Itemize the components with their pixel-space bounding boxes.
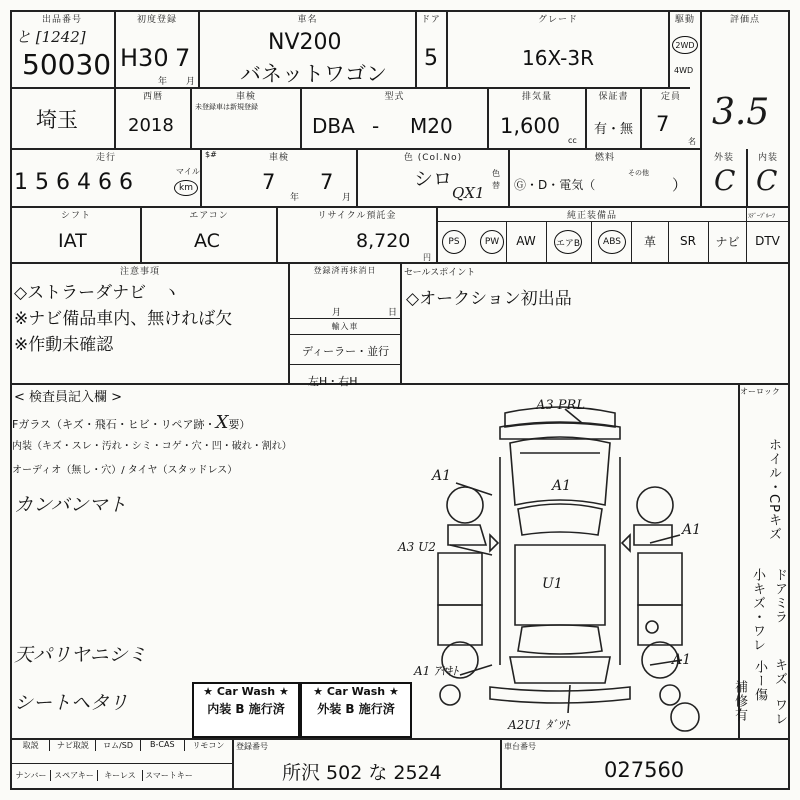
v-line <box>591 222 592 263</box>
displacement-label: 排気量 <box>521 92 552 102</box>
car-name-line2: バネットワゴン <box>240 62 387 86</box>
inspect-label: 車検 <box>268 153 289 163</box>
mileage-digit: 6 <box>119 170 133 195</box>
cert-value: 有・無 <box>594 122 634 137</box>
caution-label: 注意事項 <box>119 267 160 277</box>
drive-2wd: 2WD <box>672 36 698 54</box>
mileage-digit: 5 <box>35 170 49 195</box>
capacity-unit: 名 <box>688 137 696 146</box>
sales-label: セールスポイント <box>404 268 476 278</box>
border-left <box>10 10 12 790</box>
import-dealer: ディーラー・並行 <box>302 345 390 358</box>
inspect-year: 7 <box>262 170 276 194</box>
right-note-1: ホイル・CPキズ <box>766 438 781 541</box>
equip-abs: ABS <box>598 230 626 254</box>
check-bcas: B-CAS <box>141 740 185 751</box>
import-label: 輸入車 <box>331 322 359 331</box>
first-reg-label: 初度登録 <box>136 15 177 25</box>
v-line <box>232 739 234 789</box>
shift-label: シフト <box>60 211 91 221</box>
hand-note-1: カンバンマト <box>14 494 127 516</box>
score-label: 評価点 <box>729 15 760 25</box>
v-line <box>700 10 702 207</box>
plate-label: 登録番号 <box>236 742 268 751</box>
year-value: 2018 <box>128 115 174 136</box>
v-line <box>546 222 547 263</box>
model-dash: - <box>372 114 380 138</box>
equip-ps: PS <box>442 230 466 254</box>
fglass-mark: X <box>215 412 229 433</box>
inspection-label: 車検 <box>235 92 256 102</box>
capacity-label: 定員 <box>660 92 681 102</box>
check-remote: リモコン <box>192 741 225 750</box>
chassis-label: 車台番号 <box>504 742 536 751</box>
mileage-unit-miles: マイル <box>176 167 200 176</box>
mark-right-door: A1 <box>682 522 702 538</box>
grade-value: 16X-3R <box>522 46 594 70</box>
lot-label: 出品番号 <box>41 15 82 25</box>
grade-label: グレード <box>537 15 578 25</box>
check-manual: 取説 <box>12 740 50 751</box>
mark-left-rear: A1 ｱﾔｷﾄ <box>414 664 459 678</box>
footer-checklist-bottom <box>12 770 232 781</box>
caution-lines <box>14 280 232 358</box>
check-rom-sd: ロム/SD <box>96 740 140 751</box>
sales-line: ◇オークション初出品 <box>406 289 572 309</box>
right-note-2: 小キズ・ワレ <box>750 568 765 652</box>
h-line <box>289 364 401 365</box>
check-navi-manual: ナビ取説 <box>50 740 96 751</box>
h-line <box>289 318 401 319</box>
fuel-label: 燃料 <box>594 153 615 163</box>
border-bottom <box>10 788 790 790</box>
chassis-value: 027560 <box>604 758 685 782</box>
fuel-close: ） <box>672 176 688 194</box>
car-name-line1: NV200 <box>268 30 342 55</box>
fuel-other-label: その他 <box>628 169 649 177</box>
equip-leather: 革 <box>643 234 656 249</box>
right-note-6: ワレ <box>772 698 787 726</box>
fglass-mid: 飛石・ヒビ・リペア跡・ <box>94 418 216 431</box>
mark-roof: U1 <box>542 576 563 592</box>
v-line <box>400 263 402 383</box>
carwash-exterior-stamp <box>300 682 412 738</box>
register-month: 月 <box>332 308 342 318</box>
inspection-note: 未登録車は新規登録 <box>195 103 258 111</box>
fglass-prefix: Fガラス（キズ・ <box>12 418 95 431</box>
check-keyless: キーレス <box>98 770 143 781</box>
mileage-digit: 6 <box>98 170 112 195</box>
mark-rear-bumper: A2U1 ﾀﾞﾂﾄ <box>508 718 570 732</box>
exterior-value: C <box>714 164 736 197</box>
inspect-month: 7 <box>320 170 334 194</box>
inspector-title: < 検査員記入欄 > <box>14 390 123 405</box>
exterior-label: 外装 <box>713 153 734 163</box>
inspect-year-unit: 年 <box>290 193 300 203</box>
mileage-digit: 4 <box>77 170 91 195</box>
first-reg-value: H30 <box>120 44 169 72</box>
ac-value: AC <box>194 230 220 252</box>
carwash-exterior-text: 外装 B 施行済 <box>317 702 395 716</box>
year-unit: 年 <box>158 77 168 87</box>
model-label: 型式 <box>384 92 405 102</box>
register-day: 日 <box>388 308 398 318</box>
lot-prefix: と [1242] <box>16 28 86 46</box>
h-line <box>10 763 232 764</box>
right-note-7: 補修有 <box>732 680 747 722</box>
mileage-digit: 1 <box>14 170 28 195</box>
model-value: M20 <box>410 114 453 138</box>
equip-airbag: エアB <box>554 230 582 254</box>
inspect-month-unit: 月 <box>342 193 352 203</box>
carwash-interior-title: ★ Car Wash ★ <box>203 685 289 698</box>
equipment-label: 純正装備品 <box>566 211 617 221</box>
recycle-label: リサイクル預託金 <box>317 211 397 221</box>
h-line <box>436 221 789 222</box>
check-spare-key: スペアキー <box>51 770 98 781</box>
check-smart-key: スマートキー <box>145 771 193 780</box>
mark-left-front: A1 <box>432 468 452 484</box>
color-code: QX1 <box>452 184 485 202</box>
mark-hood: A1 <box>552 478 572 494</box>
mileage-unit-km: km <box>174 180 198 196</box>
mark-front-bumper: A3 PRL <box>536 398 585 413</box>
fuel-value: Ⓖ・D・電気（ <box>514 178 596 192</box>
equipment-extra-label: ｽﾃﾞｰﾌﾟﾙｰﾌ <box>748 213 776 220</box>
hand-note-2: 天パリヤニシミ <box>14 644 147 666</box>
v-line <box>500 739 502 789</box>
first-reg-month: 7 <box>175 44 191 72</box>
equip-dtv: DTV <box>755 234 780 248</box>
displacement-value: 1,600 <box>500 114 561 138</box>
caution-line: ※作動未確認 <box>14 335 114 355</box>
interior-value: C <box>756 164 778 197</box>
row-line-5 <box>10 383 790 385</box>
mileage-digit: 6 <box>56 170 70 195</box>
color-label: 色 (Col.No) <box>403 153 463 163</box>
h-line <box>289 334 401 335</box>
interior-damage-line: 内装（キズ・スレ・汚れ・シミ・コゲ・穴・凹・破れ・割れ） <box>12 441 292 452</box>
footer-checklist-top <box>12 740 232 751</box>
mileage-note: $# <box>205 150 217 159</box>
register-label: 登録済再抹消日 <box>313 266 377 275</box>
carwash-interior-stamp <box>192 682 300 738</box>
right-note-5: キズ <box>772 658 787 686</box>
equip-navi: ナビ <box>715 234 740 249</box>
fglass-line <box>12 412 250 433</box>
caution-line: ◇ストラーダナビ ヽ <box>14 283 181 303</box>
car-diagram <box>420 395 700 735</box>
caution-line: ※ナビ備品車内、無ければ欠 <box>14 309 233 329</box>
fglass-suffix: 要） <box>228 418 251 431</box>
mileage-digits <box>14 170 174 195</box>
check-plate: ナンバー <box>12 770 51 781</box>
month-unit: 月 <box>186 77 196 87</box>
mark-left-door: A3 U2 <box>398 540 436 554</box>
shift-value: IAT <box>58 230 87 252</box>
mark-right-rear: A1 <box>672 652 692 668</box>
year-label: 西暦 <box>142 92 163 102</box>
equip-sr: SR <box>680 234 696 248</box>
drive-4wd: 4WD <box>674 66 694 75</box>
cert-label: 保証書 <box>598 92 629 102</box>
car-name-label: 車名 <box>297 15 318 25</box>
mileage-label: 走行 <box>95 153 116 163</box>
lock-label: オーロック <box>740 387 780 396</box>
hand-note-3: シートヘタリ <box>14 692 129 714</box>
displacement-unit: cc <box>568 136 577 145</box>
score-value: 3.5 <box>712 92 770 133</box>
carwash-exterior-title: ★ Car Wash ★ <box>313 685 399 698</box>
equip-aw: AW <box>516 234 536 248</box>
color-change-label: 色替 <box>492 169 500 190</box>
interior-label: 内装 <box>757 153 778 163</box>
model-prefix: DBA <box>312 114 355 138</box>
equip-pw: PW <box>480 230 504 254</box>
right-note-4: 小ー傷 <box>752 660 767 702</box>
doors-label: ドア <box>421 15 441 25</box>
ac-label: エアコン <box>189 211 229 221</box>
right-note-3: ドアミラ <box>772 568 787 624</box>
lot-number: 50030 <box>22 48 112 81</box>
capacity-value: 7 <box>656 112 670 136</box>
drive-label: 駆動 <box>674 15 695 25</box>
audio-tire-line: オーディオ（無し・穴）/ タイヤ（スタッドレス） <box>12 465 238 476</box>
recycle-unit: 円 <box>423 253 431 262</box>
plate-value: 所沢 502 な 2524 <box>282 762 442 784</box>
doors-value: 5 <box>424 46 438 71</box>
color-value: シロ <box>414 168 453 190</box>
import-handle: 左H・右H <box>308 375 358 388</box>
region-value: 埼玉 <box>36 108 78 132</box>
carwash-interior-text: 内装 B 施行済 <box>207 702 285 716</box>
recycle-value: 8,720 <box>356 230 411 252</box>
